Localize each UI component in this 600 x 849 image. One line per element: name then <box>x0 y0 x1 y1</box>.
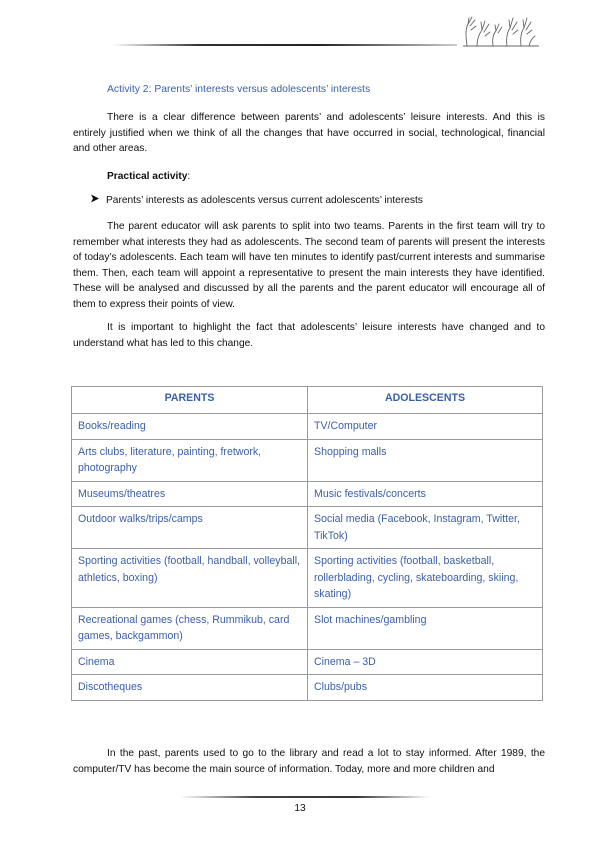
activity-title: Activity 2: Parents’ interests versus adolescents’ interests <box>107 84 371 95</box>
adolescents-cell: Slot machines/gambling <box>308 607 543 649</box>
table-row <box>72 481 543 507</box>
footer-divider <box>180 796 430 798</box>
practical-activity-heading <box>107 171 190 182</box>
adolescents-cell: Cinema – 3D <box>308 649 543 675</box>
practical-activity-label: Practical activity <box>107 171 188 182</box>
interests-comparison-table <box>71 386 543 701</box>
bullet-text: Parents’ interests as adolescents versus current adolescents’ interests <box>106 195 423 206</box>
parents-cell: Recreational games (chess, Rummikub, card games, backgammon) <box>72 607 308 649</box>
adolescents-cell: Clubs/pubs <box>308 675 543 701</box>
table-row <box>72 675 543 701</box>
page-number: 13 <box>294 803 306 814</box>
parents-cell: Sporting activities (football, handball, volleyball, athletics, boxing) <box>72 549 308 608</box>
practical-activity-colon: : <box>187 171 191 182</box>
table-header-row <box>72 387 543 414</box>
bullet-item <box>90 194 423 206</box>
parents-cell: Books/reading <box>72 414 308 440</box>
table-row <box>72 414 543 440</box>
parents-cell: Cinema <box>72 649 308 675</box>
adolescents-cell: Social media (Facebook, Instagram, Twitter, TikTok) <box>308 507 543 549</box>
table-row <box>72 649 543 675</box>
highlight-paragraph: It is important to highlight the fact that adolescents’ leisure interests have changed and to understand what has led to this change. <box>73 322 545 349</box>
adolescents-cell: Sporting activities (football, basketball, rollerblading, cycling, skateboarding, skiing, skating) <box>308 549 543 608</box>
table-row <box>72 549 543 608</box>
arrowhead-bullet-icon <box>90 194 106 206</box>
parents-cell: Outdoor walks/trips/camps <box>72 507 308 549</box>
header-divider <box>112 44 457 46</box>
adolescents-column-header: ADOLESCENTS <box>308 387 543 414</box>
parents-column-header: PARENTS <box>72 387 308 414</box>
table-row <box>72 507 543 549</box>
parents-cell: Museums/theatres <box>72 481 308 507</box>
parents-cell: Discotheques <box>72 675 308 701</box>
table-row <box>72 607 543 649</box>
table-row <box>72 439 543 481</box>
activity-description-paragraph: The parent educator will ask parents to split into two teams. Parents in the first team will try to remember what interests they had as adolescents. The second team of parents will present the interests of today’s adolescents. Each team will have ten minutes to identify past/current interests and summarise them. Then, each team will appoint a representative to present the main interests they have identified. These will be analysed and discussed by all the parents and the parent educator will encourage all of them to express their points of view. <box>73 221 545 310</box>
closing-paragraph: In the past, parents used to go to the library and read a lot to stay informed. After 1989, the computer/TV has become the main source of information. Today, more and more children and <box>73 748 545 775</box>
raised-hands-logo-icon <box>463 12 539 48</box>
intro-paragraph: There is a clear difference between parents’ and adolescents’ leisure interests. And this is entirely justified when we think of all the changes that have occurred in social, technological, financial and other areas. <box>73 112 545 155</box>
adolescents-cell: TV/Computer <box>308 414 543 440</box>
parents-cell: Arts clubs, literature, painting, fretwork, photography <box>72 439 308 481</box>
adolescents-cell: Music festivals/concerts <box>308 481 543 507</box>
adolescents-cell: Shopping malls <box>308 439 543 481</box>
